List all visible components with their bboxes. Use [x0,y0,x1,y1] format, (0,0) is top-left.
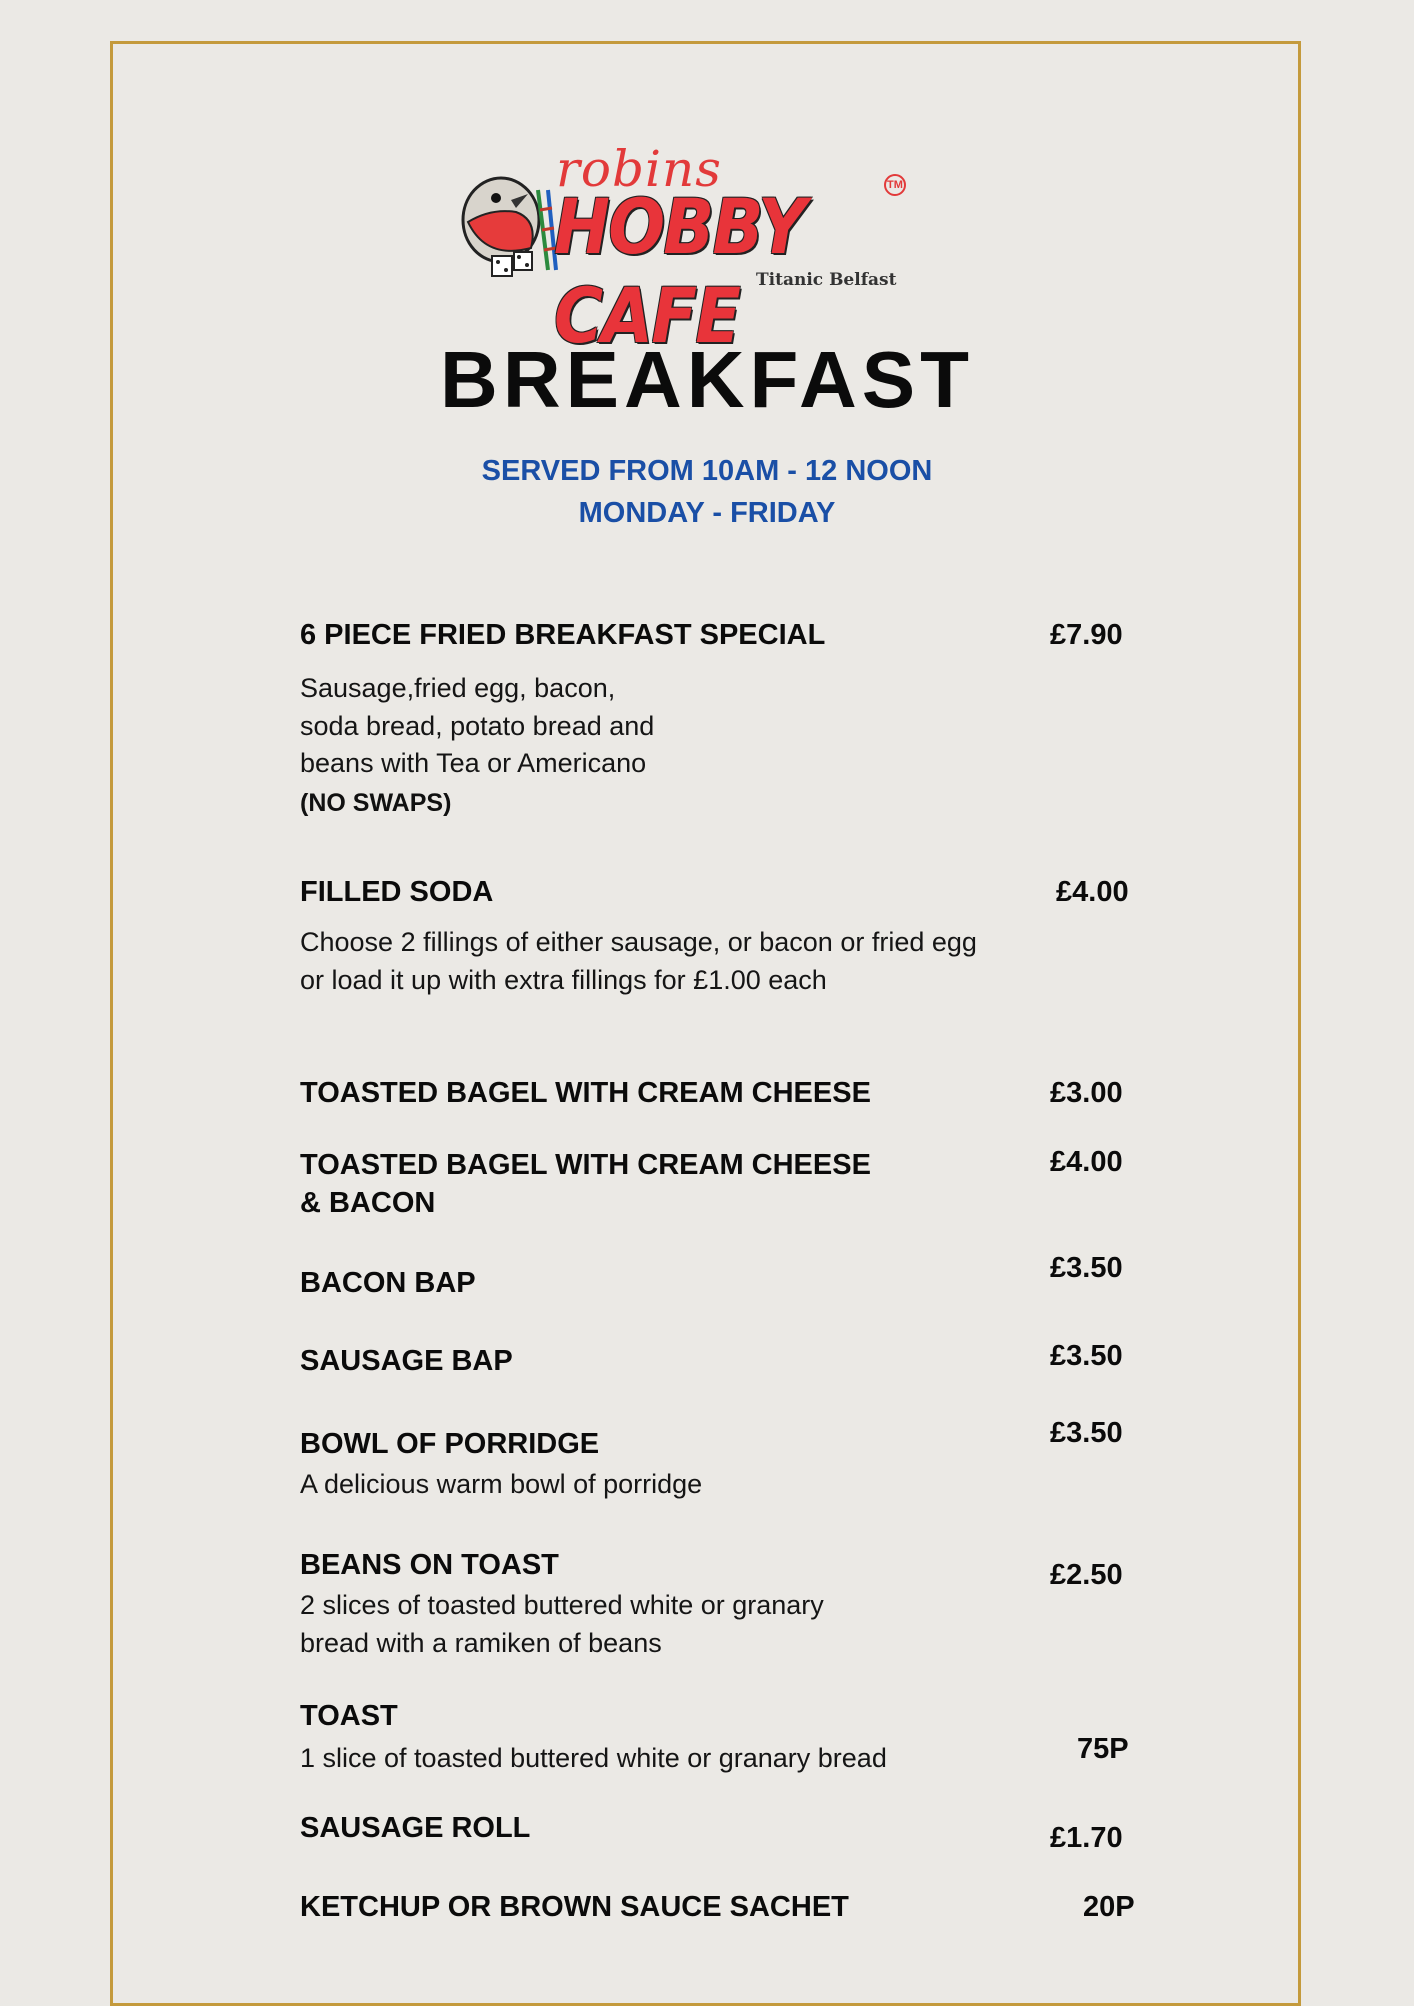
menu-item-price: £3.00 [1050,1077,1123,1109]
page-title: BREAKFAST [440,335,974,424]
menu-item-price: 20P [1083,1891,1135,1923]
robin-bird-icon [456,160,566,280]
description-line: beans with Tea or Americano [300,748,647,778]
description-line: 2 slices of toasted buttered white or granary [300,1590,824,1620]
menu-item-name: TOASTED BAGEL WITH CREAM CHEESE [300,1077,871,1109]
description-line: bread with a ramiken of beans [300,1627,662,1658]
description-line: Sausage,fried egg, bacon, [300,673,616,703]
menu-item-price: £3.50 [1050,1340,1123,1372]
menu-item-description: 1 slice of toasted buttered white or granary bread [300,1743,887,1773]
menu-item-price: £4.00 [1050,1146,1123,1178]
serving-hours-line1: SERVED FROM 10AM - 12 NOON [481,455,933,487]
trademark-icon: TM [884,174,906,196]
menu-item-name: TOAST [300,1700,398,1732]
menu-item-name: BOWL OF PORRIDGE [300,1428,600,1460]
menu-item-price: 75P [1077,1733,1129,1765]
description-line: Choose 2 fillings of either sausage, or bacon or fried egg [300,927,977,957]
menu-item-name: BEANS ON TOAST [300,1549,559,1581]
robins-hobby-cafe-logo [456,140,916,360]
menu-item-name: BACON BAP [300,1267,476,1299]
menu-item-name: KETCHUP OR BROWN SAUCE SACHET [300,1891,849,1923]
item-name-line: TOASTED BAGEL WITH CREAM CHEESE [300,1149,871,1181]
logo-name-text: HOBBY CAFE [554,182,805,360]
menu-item-price: £1.70 [1050,1822,1123,1854]
menu-item-description: A delicious warm bowl of porridge [300,1469,703,1499]
description-line: or load it up with extra fillings for £1.00 each [300,964,827,995]
serving-days-line2: MONDAY - FRIDAY [578,497,836,529]
menu-item-name: SAUSAGE BAP [300,1345,513,1377]
item-name-line: & BACON [300,1187,436,1219]
menu-item-name: FILLED SODA [300,876,494,908]
description-line: soda bread, potato bread and [300,710,655,741]
menu-item-price: £3.50 [1050,1252,1123,1284]
serving-hours [0,450,1414,534]
menu-item-price: £3.50 [1050,1417,1123,1449]
menu-item-name: SAUSAGE ROLL [300,1812,531,1844]
menu-item-description [300,670,654,783]
menu-item-price: £2.50 [1050,1559,1123,1591]
menu-item-note: (NO SWAPS) [300,789,452,817]
menu-item-price: £4.00 [1056,876,1129,908]
menu-item-price: £7.90 [1050,619,1123,651]
logo-location: Titanic Belfast [756,270,897,290]
menu-item-description [300,924,977,999]
menu-item-name: 6 PIECE FRIED BREAKFAST SPECIAL [300,619,826,651]
menu-item-name [300,1146,871,1222]
logo-robins-text: robins [556,140,722,198]
menu-item-description [300,1587,824,1662]
